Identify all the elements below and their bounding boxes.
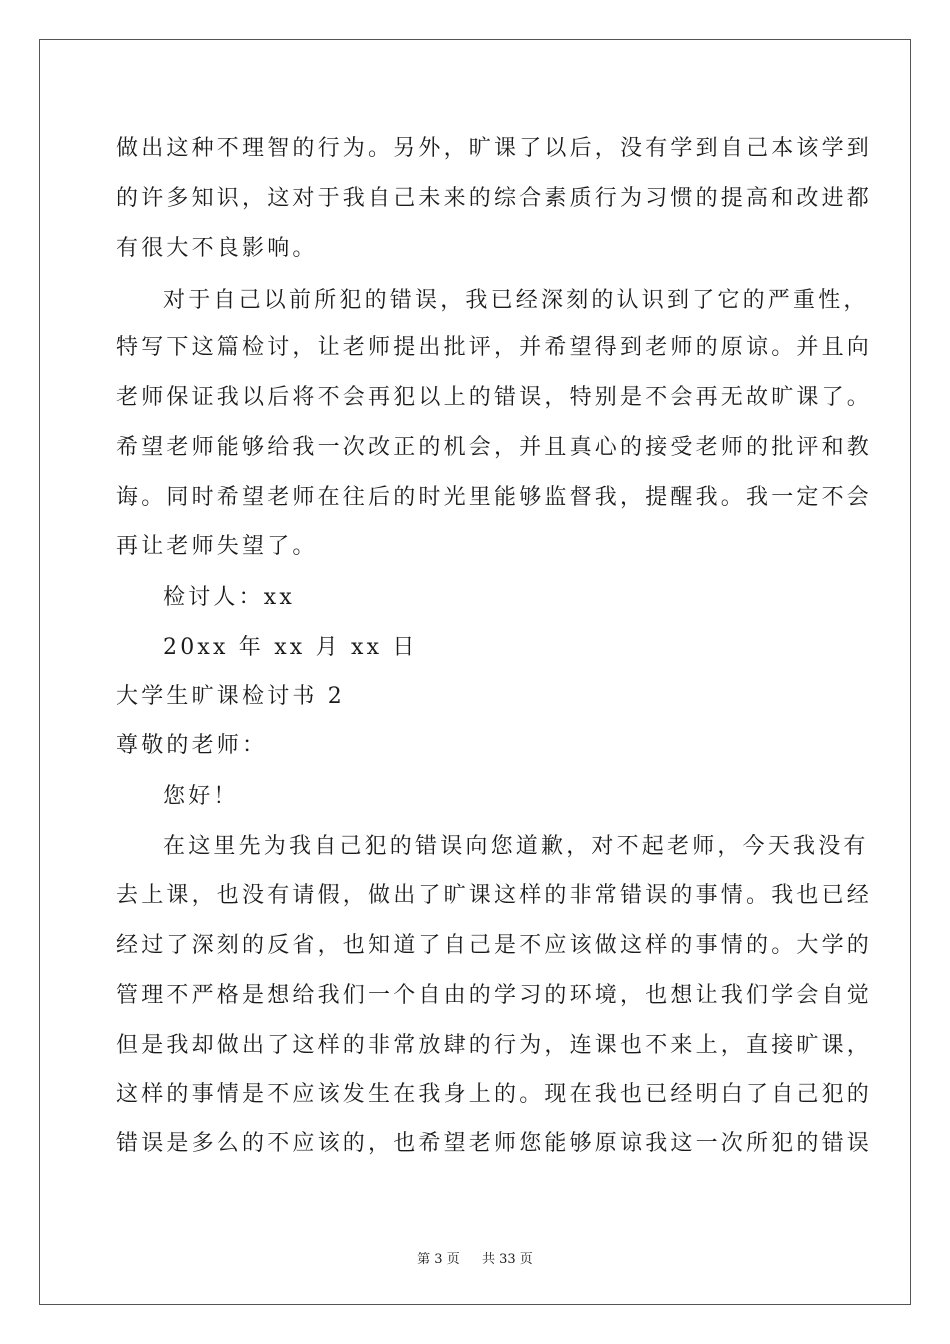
body-line: 再让老师失望了。 [116, 534, 318, 559]
date-line: 20xx 年 xx 月 xx 日 [163, 635, 418, 660]
section-title: 大学生旷课检讨书 2 [116, 684, 345, 709]
body-line: 有很大不良影响。 [116, 236, 318, 261]
page-number: 第 3 页 [417, 1252, 460, 1267]
body-line: 经过了深刻的反省，也知道了自己是不应该做这样的事情的。大学的 [116, 933, 873, 958]
page-total: 共 33 页 [482, 1252, 533, 1267]
body-line: 去上课，也没有请假，做出了旷课这样的非常错误的事情。我也已经 [116, 883, 873, 908]
signature-line: 检讨人：xx [163, 585, 296, 610]
body-line: 这样的事情是不应该发生在我身上的。现在我也已经明白了自己犯的 [116, 1082, 873, 1107]
body-line: 错误是多么的不应该的，也希望老师您能够原谅我这一次所犯的错误 [116, 1131, 873, 1156]
body-line: 对于自己以前所犯的错误，我已经深刻的认识到了它的严重性， [163, 288, 869, 313]
page-footer [0, 1248, 950, 1267]
body-line: 的许多知识，这对于我自己未来的综合素质行为习惯的提高和改进都 [116, 186, 873, 211]
body-line: 希望老师能够给我一次改正的机会，并且真心的接受老师的批评和教 [116, 435, 873, 460]
greeting: 您好！ [163, 784, 239, 809]
body-line: 管理不严格是想给我们一个自由的学习的环境，也想让我们学会自觉 [116, 983, 873, 1008]
body-line: 特写下这篇检讨，让老师提出批评，并希望得到老师的原谅。并且向 [116, 335, 873, 360]
body-line: 老师保证我以后将不会再犯以上的错误，特别是不会再无故旷课了。 [116, 385, 873, 410]
body-line: 诲。同时希望老师在往后的时光里能够监督我，提醒我。我一定不会 [116, 485, 873, 510]
salutation: 尊敬的老师： [116, 733, 268, 758]
body-line: 在这里先为我自己犯的错误向您道歉，对不起老师，今天我没有 [163, 834, 869, 859]
body-line: 但是我却做出了这样的非常放肆的行为，连课也不来上，直接旷课， [116, 1033, 873, 1058]
body-line: 做出这种不理智的行为。另外，旷课了以后，没有学到自己本该学到 [116, 136, 873, 161]
